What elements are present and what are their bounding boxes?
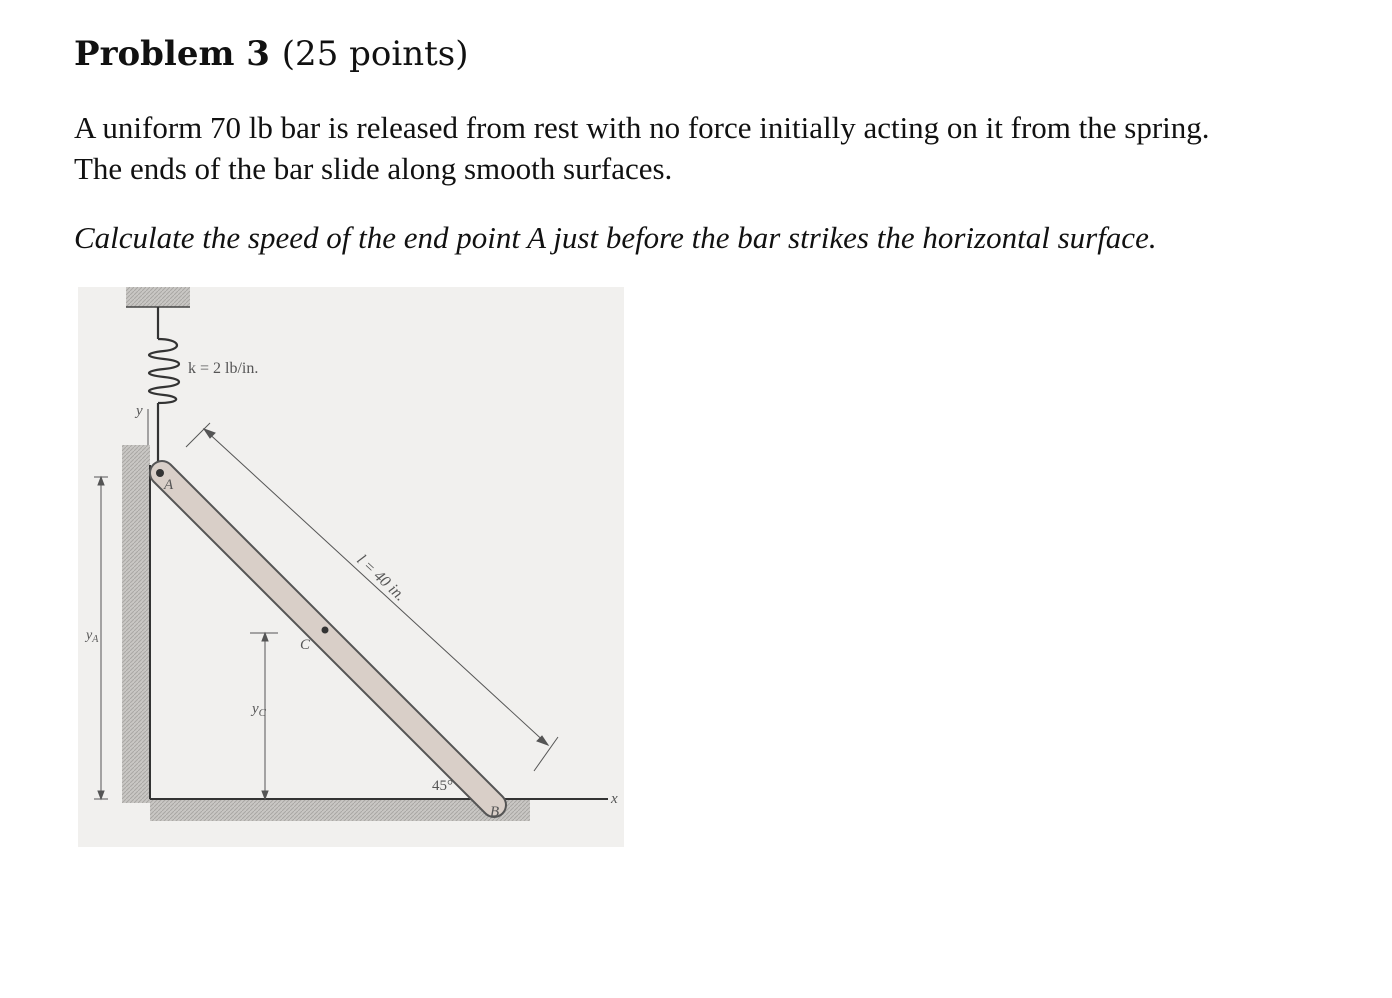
pin-a	[156, 469, 164, 477]
ya-label	[84, 628, 99, 645]
y-axis-label: y	[136, 403, 143, 419]
yc-var: y	[252, 701, 259, 717]
length-label: l = 40 in.	[353, 551, 409, 605]
problem-title	[74, 30, 469, 78]
yc-label	[250, 701, 267, 719]
label-c: C	[300, 637, 311, 653]
problem-number: Problem 3	[74, 34, 270, 74]
problem-statement	[74, 107, 1364, 189]
statement-line-2: The ends of the bar slide along smooth surfaces.	[74, 151, 673, 186]
center-of-mass-c	[322, 627, 329, 634]
problem-points: (25 points)	[281, 34, 469, 74]
ya-var: y	[86, 628, 93, 643]
label-a: A	[164, 477, 174, 493]
bar-fill	[162, 473, 494, 805]
figure-drawing	[78, 287, 624, 847]
label-b: B	[490, 804, 500, 820]
x-axis-label: x	[611, 791, 618, 807]
length-dimension	[186, 423, 558, 771]
spring	[149, 307, 179, 465]
ceiling-support	[126, 287, 190, 307]
vertical-wall	[122, 445, 150, 803]
spring-stiffness-label: k = 2 lb/in.	[188, 360, 259, 377]
ya-subscript: A	[92, 634, 99, 645]
statement-line-1: A uniform 70 lb bar is released from rest with no force initially acting on it from the spring.	[74, 110, 1210, 145]
yc-subscript: C	[258, 707, 267, 719]
bar-spring-figure	[78, 287, 624, 847]
angle-label: 45°	[432, 778, 453, 794]
problem-task: Calculate the speed of the end point A just before the bar strikes the horizontal surface.	[74, 220, 1157, 255]
